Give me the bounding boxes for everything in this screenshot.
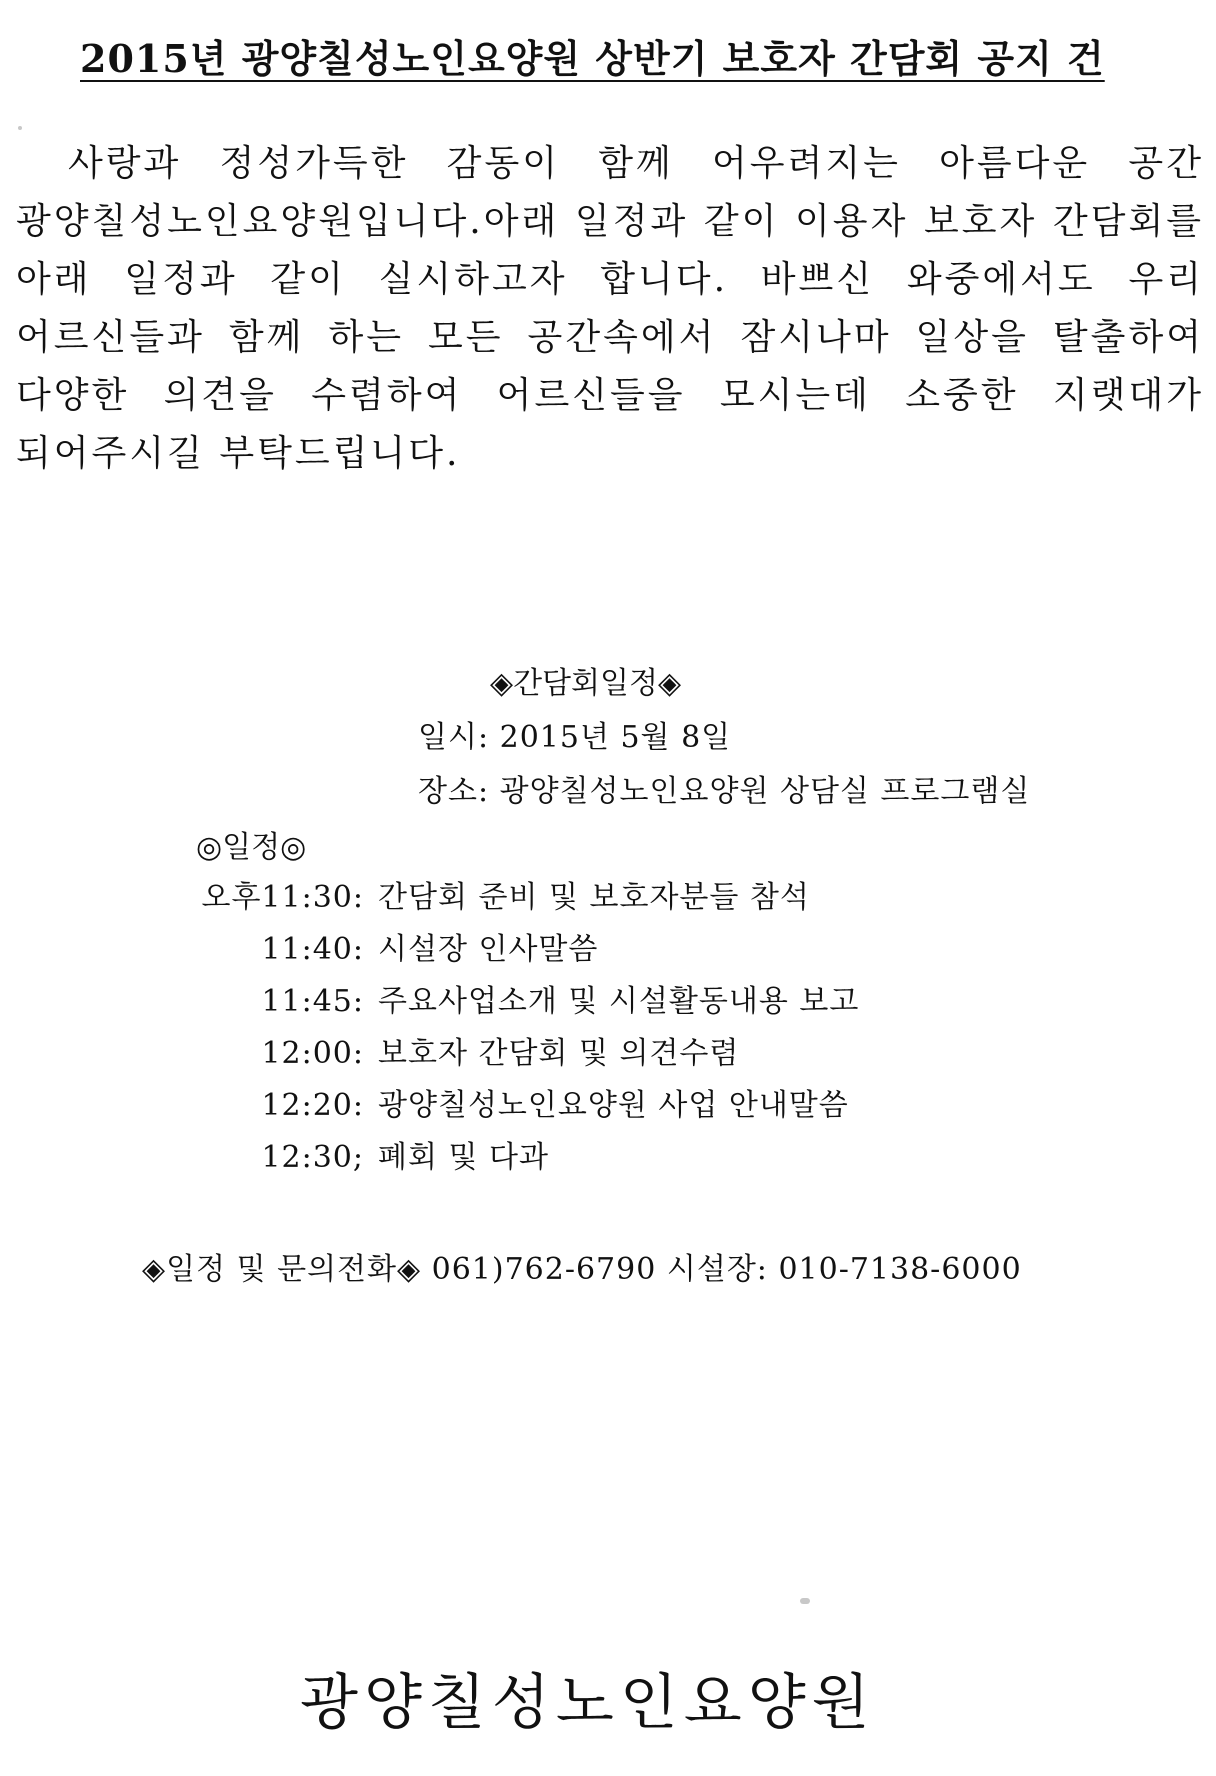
program-row	[196, 1080, 996, 1124]
program-desc: 간담회 준비 및 보호자분들 참석	[378, 880, 810, 915]
scan-speck	[800, 1598, 810, 1604]
program-row	[196, 1028, 996, 1072]
scan-speck	[18, 126, 22, 130]
place-line: 장소: 광양칠성노인요양원 상담실 프로그램실	[418, 774, 1031, 809]
program-time: 11:45:	[261, 984, 364, 1019]
institution-signature: 광양칠성노인요양원	[300, 1668, 876, 1738]
program-desc: 광양칠성노인요양원 사업 안내말씀	[378, 1088, 849, 1123]
program-desc: 폐회 및 다과	[378, 1140, 549, 1175]
program-row	[196, 976, 996, 1020]
contact-line: ◈일정 및 문의전화◈ 061)762-6790 시설장: 010-7138-6000	[142, 1252, 1022, 1287]
program-time: 12:20:	[261, 1088, 364, 1123]
program-row	[196, 924, 996, 968]
program-desc: 보호자 간담회 및 의견수렴	[378, 1036, 740, 1071]
date-line: 일시: 2015년 5월 8일	[418, 720, 732, 755]
program-desc: 시설장 인사말씀	[378, 932, 599, 967]
program-desc: 주요사업소개 및 시설활동내용 보고	[378, 984, 860, 1019]
notice-body: 사랑과 정성가득한 감동이 함께 어우려지는 아름다운 공간 광양칠성노인요양원입니다.아래 일정과 같이 이용자 보호자 간담회를 아래 일정과 같이 실시하고자 합니다. 바쁘신 와중에서도 우리 어르신들과 함께 하는 모든 공간속에서 잠시나마 일상을 탈출하여 다양한 의견을 수렴하여 어르신들을 모시는데 소중한 지랫대가 되어주시길 부탁드립니다.	[16, 143, 1204, 474]
schedule-heading: ◈간담회일정◈	[490, 666, 682, 701]
notice-title: 2015년 광양칠성노인요양원 상반기 보호자 간담회 공지 건	[80, 36, 1105, 81]
program-row	[196, 872, 996, 916]
program-time: 오후11:30:	[201, 880, 364, 915]
program-time: 12:00:	[261, 1036, 364, 1071]
program-time: 11:40:	[261, 932, 364, 967]
program-row	[196, 1132, 996, 1176]
program-time: 12:30;	[261, 1140, 364, 1175]
program-heading: ◎일정◎	[196, 830, 307, 865]
